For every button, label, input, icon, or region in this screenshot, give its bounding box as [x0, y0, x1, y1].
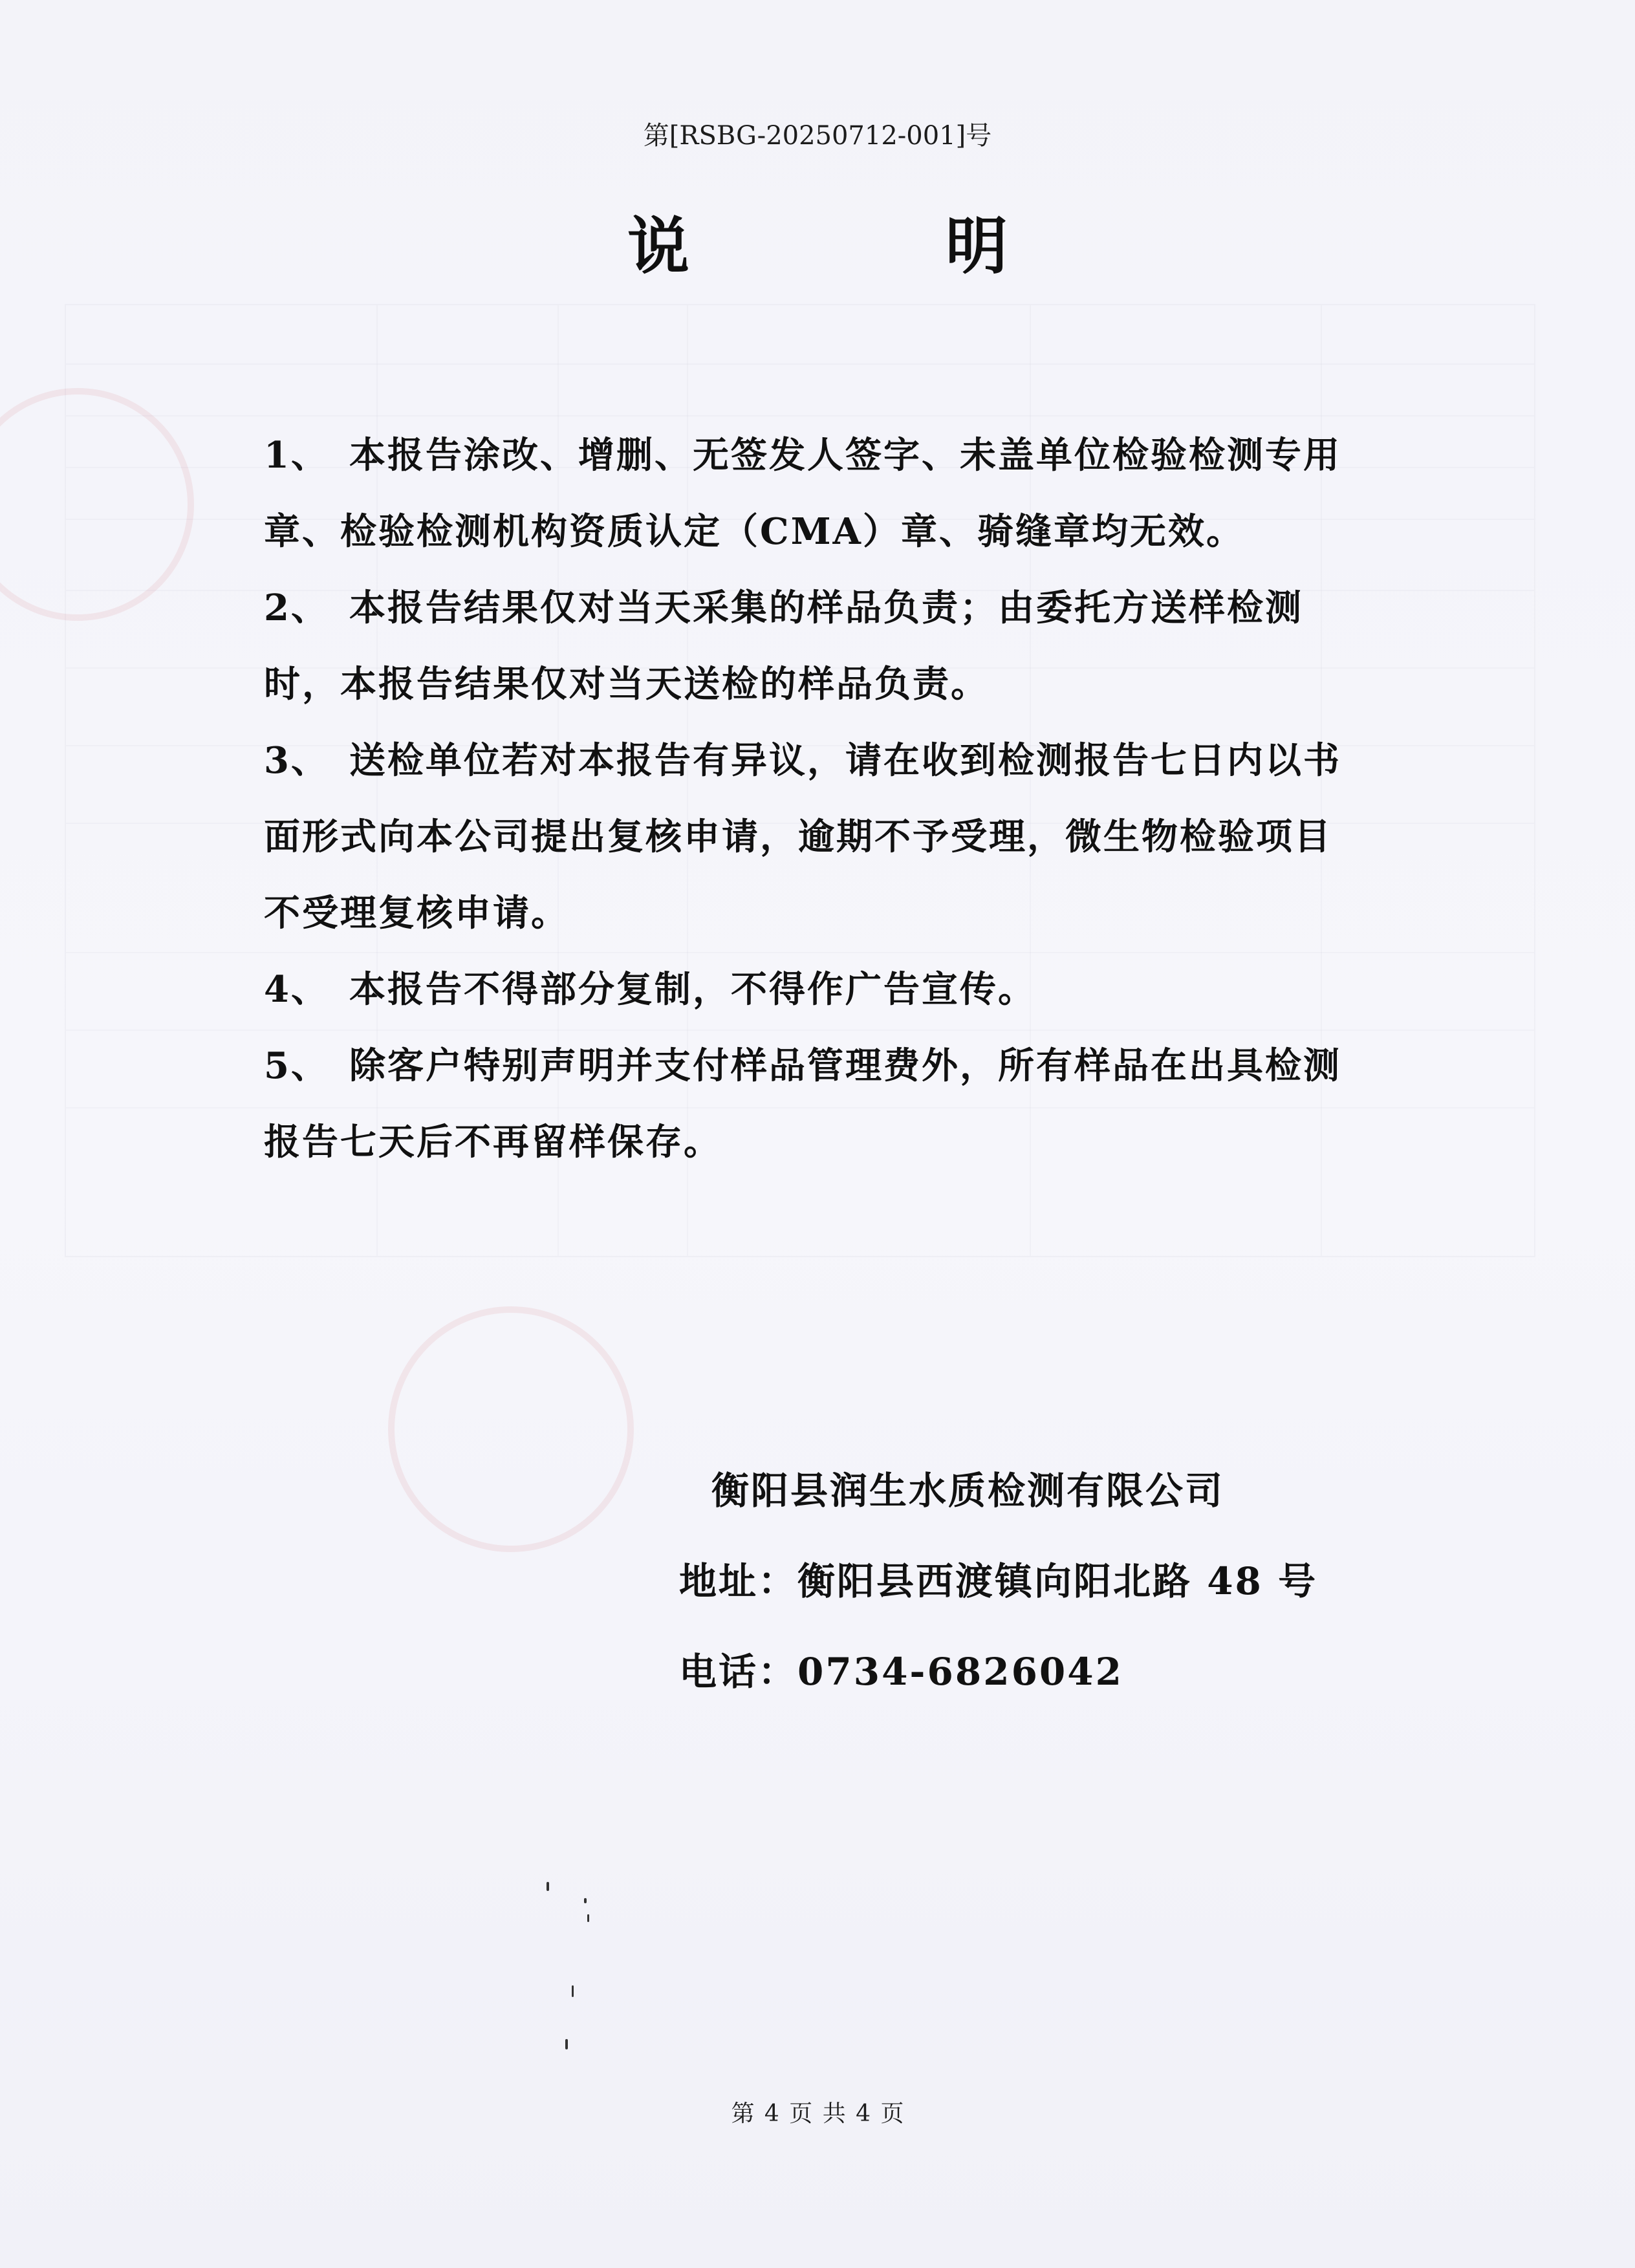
note-item: 5、 除客户特别声明并支付样品管理费外，所有样品在出具检测报告七天后不再留样保存。	[264, 1044, 1341, 1163]
note-item: 1、 本报告涂改、增删、无签发人签字、未盖单位检验检测专用章、检验检测机构资质认定（CMA）章、骑缝章均无效。	[264, 434, 1341, 553]
page-title: 说 明	[627, 210, 1105, 283]
page-number-footer: 第 4 页 共 4 页	[731, 2101, 904, 2127]
company-name: 衡阳县润生水质检测有限公司	[711, 1469, 1225, 1513]
report-number: 第[RSBG-20250712-001]号	[643, 121, 992, 151]
scan-speck	[587, 1914, 589, 1922]
note-item: 2、 本报告结果仅对当天采集的样品负责；由委托方送样检测时，本报告结果仅对当天送检的样品负责。	[264, 587, 1303, 706]
company-address: 地址：衡阳县西渡镇向阳北路 48 号	[679, 1559, 1318, 1603]
scan-speck	[547, 1882, 549, 1891]
scan-speck	[572, 1985, 574, 1997]
scan-speck	[565, 2039, 568, 2049]
company-phone: 电话：0734-6826042	[679, 1650, 1123, 1694]
note-item: 4、 本报告不得部分复制，不得作广告宣传。	[264, 968, 1036, 1011]
scan-speck	[584, 1898, 587, 1903]
note-item: 3、 送检单位若对本报告有异议，请在收到检测报告七日内以书面形式向本公司提出复核申请，逾期不予受理，微生物检验项目不受理复核申请。	[264, 739, 1341, 934]
bleed-through-stamp	[388, 1306, 634, 1552]
notes-list	[264, 417, 1363, 1180]
